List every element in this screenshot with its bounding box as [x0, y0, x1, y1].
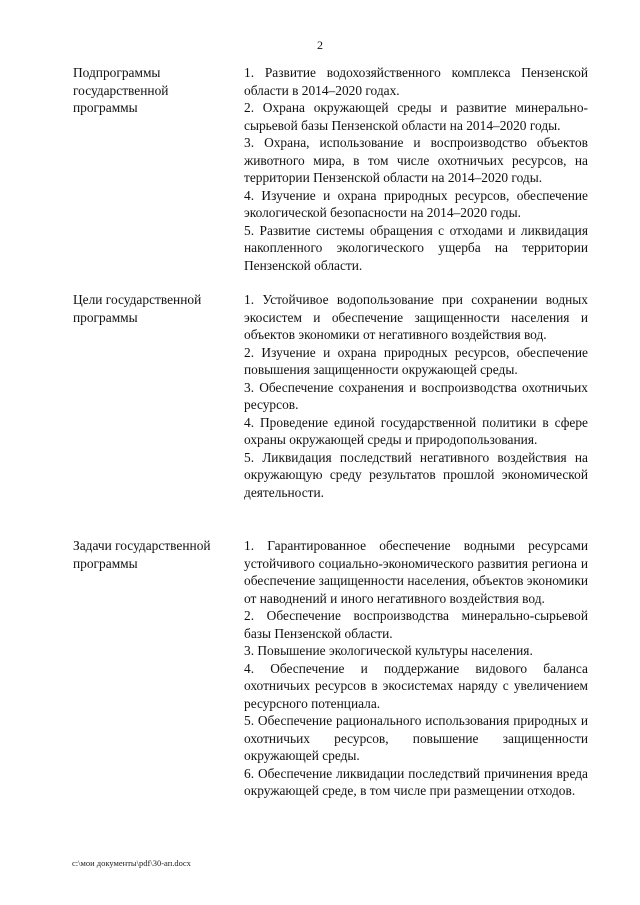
list-item: 2. Изучение и охрана природных ресурсов, обеспечение повышения защищенности окружающей среды.	[244, 344, 588, 377]
section-content-goals	[244, 291, 588, 501]
list-item: 1. Гарантированное обеспечение водными ресурсами устойчивого социально-экономического развития региона и обеспечение защищенности населения, объектов экономики от наводнений и иного негативного воздействия вод.	[244, 538, 588, 606]
list-item: 4. Изучение и охрана природных ресурсов, обеспечение экологической безопасности на 2014–2020 годы.	[244, 187, 588, 220]
list-item: 4. Проведение единой государственной политики в сфере охраны окружающей среды и природопользования.	[244, 414, 588, 447]
section-content-tasks	[244, 537, 588, 800]
list-item: 1. Развитие водохозяйственного комплекса Пензенской области в 2014–2020 годах.	[244, 65, 588, 98]
page-number: 2	[317, 38, 323, 52]
list-item: 5. Развитие системы обращения с отходами и ликвидация накопленного экологического ущерба на территории Пензенской области.	[244, 222, 588, 273]
section-label-tasks: Задачи государственной программы	[73, 538, 211, 571]
list-item: 6. Обеспечение ликвидации последствий причинения вреда окружающей среде, в том числе при размещении отходов.	[244, 765, 588, 798]
list-item: 4. Обеспечение и поддержание видового баланса охотничьих ресурсов в экосистемах наряду с увеличением ресурсного потенциала.	[244, 660, 588, 711]
list-item: 5. Ликвидация последствий негативного воздействия на окружающую среду результатов прошлой экономической деятельности.	[244, 449, 588, 500]
section-label-goals: Цели государственной программы	[73, 292, 202, 325]
list-item: 1. Устойчивое водопользование при сохранении водных экосистем и обеспечение защищенности населения и объектов экономики от негативного воздействия вод.	[244, 292, 588, 342]
section-label-subprograms: Подпрограммы государственной программы	[73, 65, 169, 115]
footer-file-path: c:\мои документы\pdf\30-ап.docx	[72, 858, 191, 868]
list-item: 2. Охрана окружающей среды и развитие минерально-сырьевой базы Пензенской области на 2014–2020 годы.	[244, 100, 588, 133]
list-item: 2. Обеспечение воспроизводства минерально-сырьевой базы Пензенской области.	[244, 608, 588, 641]
section-content-subprograms	[244, 64, 588, 274]
list-item: 3. Охрана, использование и воспроизводство объектов животного мира, в том числе охотничьих ресурсов, на территории Пензенской области на 2014–2020 годы.	[244, 135, 588, 185]
list-item: 5. Обеспечение рационального использования природных и охотничьих ресурсов, повышение защищенности окружающей среды.	[244, 713, 588, 763]
list-item: 3. Обеспечение сохранения и воспроизводства охотничьих ресурсов.	[244, 379, 588, 412]
list-item: 3. Повышение экологической культуры населения.	[244, 643, 533, 658]
